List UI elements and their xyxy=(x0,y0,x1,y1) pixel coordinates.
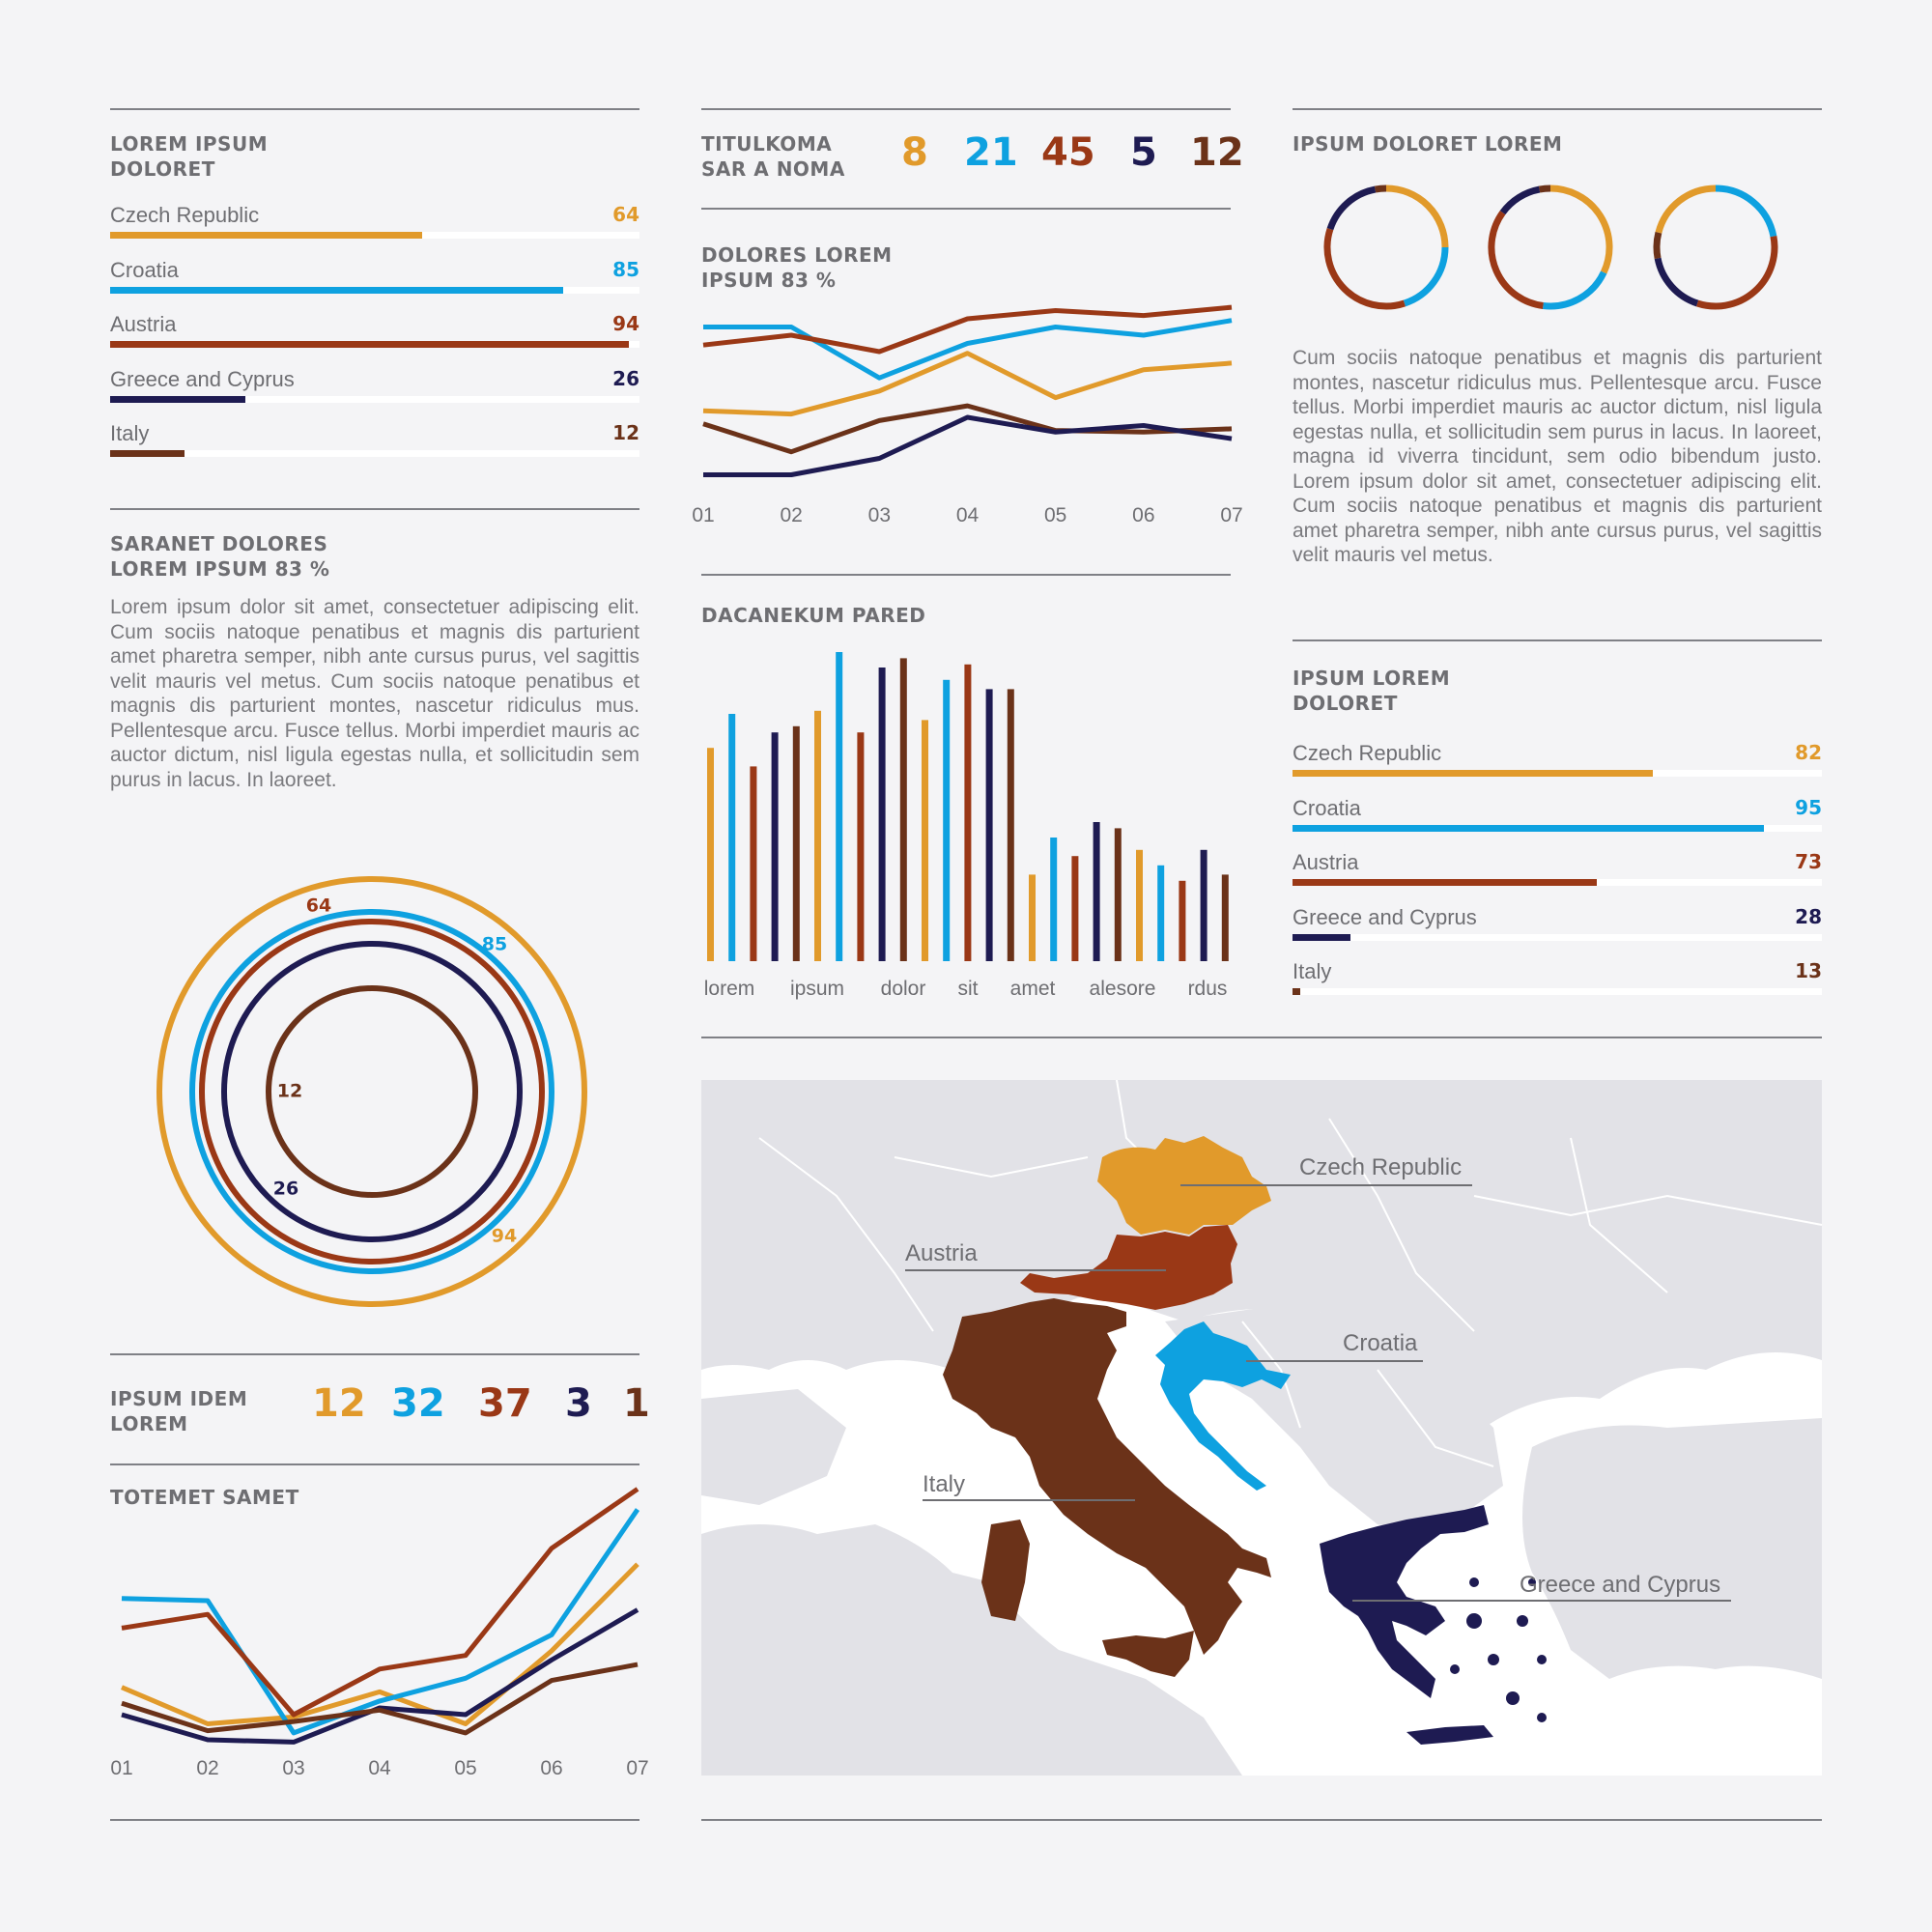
x-tick-label: 01 xyxy=(110,1757,133,1779)
panel5-title-line2: SAR A NOMA xyxy=(701,157,845,181)
stat3-number: 12 xyxy=(312,1381,366,1426)
x-tick-label: lorem xyxy=(703,978,755,1000)
bar1-value: 94 xyxy=(612,312,639,335)
panel6-title-line1: DOLORES LOREM xyxy=(701,243,893,267)
x-tick-label: amet xyxy=(1009,978,1056,1000)
panel3-title-line1: IPSUM IDEM xyxy=(110,1387,248,1410)
bar xyxy=(750,766,756,961)
panel9-title-line2: DOLORET xyxy=(1293,692,1398,715)
bar9-track xyxy=(1293,879,1822,886)
panel3-title xyxy=(110,1386,247,1436)
sardinia-shape xyxy=(981,1520,1030,1621)
bar1-track xyxy=(110,232,639,239)
divider xyxy=(701,1037,1822,1038)
donut-segment xyxy=(1386,188,1445,247)
concentric-rings-chart xyxy=(145,865,599,1319)
stat3-number: 1 xyxy=(623,1381,650,1426)
line-chart-2 xyxy=(692,280,1246,531)
stat3-number: 3 xyxy=(565,1381,592,1426)
map-leader-czech-republic xyxy=(1180,1184,1472,1186)
panel2-title-line2: LOREM IPSUM 83 % xyxy=(110,557,330,581)
bar1-value: 64 xyxy=(612,203,639,226)
map-leader-austria xyxy=(905,1269,1166,1271)
ring-85 xyxy=(192,912,552,1271)
bar xyxy=(1008,689,1014,961)
panel9-title xyxy=(1293,666,1450,716)
bar-chart xyxy=(691,642,1251,1005)
donut-segment xyxy=(1492,213,1543,305)
bar1-label: Greece and Cyprus xyxy=(110,366,295,391)
bar9-label: Czech Republic xyxy=(1293,741,1442,765)
x-tick-label: 05 xyxy=(454,1757,477,1779)
bar xyxy=(1071,856,1078,961)
map-label-italy: Italy xyxy=(923,1471,966,1497)
bar xyxy=(772,732,779,961)
stat3-number: 37 xyxy=(478,1381,532,1426)
bar xyxy=(1201,850,1208,961)
bar9-row xyxy=(1293,905,1822,944)
donut-segment xyxy=(1659,188,1716,233)
bar xyxy=(922,720,928,961)
bar xyxy=(1050,838,1057,961)
map-label-croatia: Croatia xyxy=(1343,1330,1418,1356)
bar xyxy=(857,732,864,961)
bar9-label: Greece and Cyprus xyxy=(1293,904,1477,929)
panel5-title-line1: TITULKOMA xyxy=(701,132,833,156)
x-tick-label: dolor xyxy=(880,978,926,1000)
bar-list-1 xyxy=(110,203,639,464)
x-tick-label: 05 xyxy=(1043,504,1067,526)
bar xyxy=(814,711,821,961)
panel1-title xyxy=(110,131,268,182)
bar1-row xyxy=(110,258,639,297)
bar9-track xyxy=(1293,934,1822,941)
bar xyxy=(1094,822,1100,961)
stat5-number: 21 xyxy=(964,130,1018,175)
bar1-label: Austria xyxy=(110,312,177,336)
bar1-row xyxy=(110,312,639,351)
bar xyxy=(1029,874,1036,961)
donut-segment xyxy=(1540,188,1550,189)
bar9-fill xyxy=(1293,825,1764,832)
bar1-fill xyxy=(110,232,422,239)
x-tick-label: 03 xyxy=(867,504,892,526)
panel8-body: Cum sociis natoque penatibus et magnis dis parturient montes, nascetur ridiculus mus. Pellentesque arcu. Fusce tellus. Morbi imperdiet mauris ac auctor dictum, nisl ligula egestas nulla, et sollicitudin sem purus in lacus. In laoreet, magna id viverra tincidunt, sem odio bibendum justo. Lorem ipsum dolor sit amet, consectetuer adipiscing elit. Cum sociis natoque penatibus et magnis dis parturient amet pharetra semper, nibh ante cursus purus, vel sagittis velit mauris vel metus. xyxy=(1293,347,1822,566)
divider xyxy=(110,508,639,510)
donut-segment xyxy=(1327,229,1405,306)
x-tick-label: 01 xyxy=(692,504,715,526)
divider xyxy=(1293,639,1822,641)
bar xyxy=(793,726,800,961)
map-land-turkey xyxy=(1522,1418,1822,1679)
ring-label: 94 xyxy=(491,1225,518,1247)
bar9-label: Italy xyxy=(1293,959,1332,983)
bar9-value: 73 xyxy=(1795,850,1822,873)
x-tick-label: ipsum xyxy=(789,978,845,1000)
bar9-track xyxy=(1293,825,1822,832)
x-tick-label: 06 xyxy=(540,1757,563,1779)
bar-list-9 xyxy=(1293,741,1822,1002)
stat5-number: 8 xyxy=(901,130,928,175)
bar1-track xyxy=(110,450,639,457)
donut-segment xyxy=(1376,188,1386,189)
panel1-title-line2: DOLORET xyxy=(110,157,215,181)
panel7-title: DACANEKUM PARED xyxy=(701,604,926,627)
ring-label: 85 xyxy=(481,933,508,955)
bar1-row xyxy=(110,367,639,406)
crete-shape xyxy=(1406,1725,1493,1745)
bar9-row xyxy=(1293,959,1822,998)
x-tick-label: alesore xyxy=(1089,978,1156,1000)
bar1-fill xyxy=(110,450,185,457)
x-tick-label: rdus xyxy=(1187,978,1228,1000)
bar9-track xyxy=(1293,770,1822,777)
map-leader-italy xyxy=(923,1499,1135,1501)
panel2-title xyxy=(110,531,329,582)
bar1-track xyxy=(110,287,639,294)
panel2-body: Lorem ipsum dolor sit amet, consectetuer adipiscing elit. Cum sociis natoque penatibus et magnis dis parturient amet pharetra semper, nibh ante cursus purus, vel sagittis velit mauris vel metus. Cum sociis natoque penatibus et magnis dis parturient montes, nascetur ridiculus mus. Pellentesque arcu. Fusce tellus. Morbi imperdiet mauris ac auctor dictum, nisl ligula egestas nulla, et sollicitudin sem purus in lacus. In laoreet. xyxy=(110,596,639,791)
bar9-track xyxy=(1293,988,1822,995)
donut-segment xyxy=(1658,258,1697,303)
bar1-fill xyxy=(110,341,629,348)
map-label-austria: Austria xyxy=(905,1240,978,1266)
x-tick-label: sit xyxy=(957,978,979,1000)
divider xyxy=(110,108,639,110)
panel9-title-line1: IPSUM LOREM xyxy=(1293,667,1451,690)
map-label-greece-and-cyprus: Greece and Cyprus xyxy=(1520,1572,1721,1598)
bar1-track xyxy=(110,341,639,348)
x-tick-label: 02 xyxy=(196,1757,219,1779)
stat5-number: 5 xyxy=(1130,130,1157,175)
bar9-row xyxy=(1293,796,1822,835)
bar9-row xyxy=(1293,850,1822,889)
x-tick-label: 04 xyxy=(368,1757,391,1779)
bar1-row xyxy=(110,421,639,460)
bar1-fill xyxy=(110,287,563,294)
donut-segment xyxy=(1330,189,1376,229)
bar xyxy=(707,748,714,961)
map-label-czech-republic: Czech Republic xyxy=(1299,1154,1463,1180)
panel1-title-line1: LOREM IPSUM xyxy=(110,132,269,156)
x-tick-label: 07 xyxy=(626,1757,649,1779)
divider xyxy=(110,1353,639,1355)
map-leader-greece-and-cyprus xyxy=(1352,1600,1731,1602)
divider xyxy=(701,108,1231,110)
divider xyxy=(110,1819,639,1821)
bar9-value: 13 xyxy=(1795,959,1822,982)
stat5-number: 45 xyxy=(1041,130,1095,175)
donut-segment xyxy=(1716,188,1774,237)
bar xyxy=(1136,850,1143,961)
donut-segment xyxy=(1550,188,1609,272)
divider xyxy=(1293,108,1822,110)
divider xyxy=(701,574,1231,576)
bar9-value: 95 xyxy=(1795,795,1822,819)
donut-segment xyxy=(1543,272,1604,306)
stat-numbers-5 xyxy=(894,130,1244,179)
bar1-value: 12 xyxy=(612,421,639,444)
bar9-row xyxy=(1293,741,1822,780)
map-leader-croatia xyxy=(1246,1360,1423,1362)
panel5-title xyxy=(701,131,845,182)
bar xyxy=(1157,866,1164,961)
panel3-title-line2: LOREM xyxy=(110,1412,188,1435)
greece-shape xyxy=(1320,1505,1489,1698)
bar1-value: 26 xyxy=(612,366,639,390)
bar1-fill xyxy=(110,396,245,403)
bar9-value: 82 xyxy=(1795,741,1822,764)
divider xyxy=(701,1819,1822,1821)
bar1-row xyxy=(110,203,639,242)
ring-label: 26 xyxy=(272,1178,299,1200)
bar xyxy=(1222,874,1229,961)
bar xyxy=(986,689,993,961)
panel8-title: IPSUM DOLORET LOREM xyxy=(1293,132,1563,156)
bar9-label: Austria xyxy=(1293,850,1359,874)
ring-64 xyxy=(202,922,542,1262)
bar xyxy=(879,668,886,961)
divider xyxy=(110,1463,639,1465)
bar9-label: Croatia xyxy=(1293,795,1361,820)
donut-charts xyxy=(1314,174,1816,319)
bar xyxy=(836,652,842,961)
x-tick-label: 02 xyxy=(780,504,803,526)
bar1-track xyxy=(110,396,639,403)
bar1-label: Croatia xyxy=(110,257,179,282)
bar xyxy=(1115,828,1122,961)
donut-segment xyxy=(1503,189,1540,213)
bar1-label: Italy xyxy=(110,421,150,445)
bar1-label: Czech Republic xyxy=(110,203,260,227)
stat5-number: 12 xyxy=(1190,130,1244,175)
panel6-title-line2: IPSUM 83 % xyxy=(701,269,837,292)
bar9-fill xyxy=(1293,770,1653,777)
stat3-number: 32 xyxy=(391,1381,445,1426)
bar9-value: 28 xyxy=(1795,904,1822,928)
ring-label: 64 xyxy=(305,895,332,917)
bar9-fill xyxy=(1293,988,1300,995)
bar xyxy=(943,680,950,961)
bar xyxy=(728,714,735,961)
divider xyxy=(701,208,1231,210)
bar9-fill xyxy=(1293,934,1350,941)
donut-segment xyxy=(1405,247,1445,303)
x-tick-label: 03 xyxy=(282,1757,305,1779)
bar xyxy=(964,665,971,961)
stat-numbers-3 xyxy=(309,1381,650,1430)
map-land-iberia xyxy=(701,1389,846,1505)
x-tick-label: 06 xyxy=(1132,504,1155,526)
line-chart-1 xyxy=(110,1492,651,1782)
donut-segment xyxy=(1697,237,1775,306)
x-tick-label: 07 xyxy=(1220,504,1243,526)
panel2-title-line1: SARANET DOLORES xyxy=(110,532,328,555)
panel4-title: TOTEMET SAMET xyxy=(110,1486,299,1509)
line-series-navy xyxy=(703,417,1232,475)
bar9-fill xyxy=(1293,879,1597,886)
ring-label: 12 xyxy=(276,1080,303,1102)
bar1-value: 85 xyxy=(612,257,639,281)
donut-segment xyxy=(1657,233,1659,259)
bar xyxy=(900,658,907,961)
bar xyxy=(1179,881,1185,961)
x-tick-label: 04 xyxy=(955,504,980,526)
